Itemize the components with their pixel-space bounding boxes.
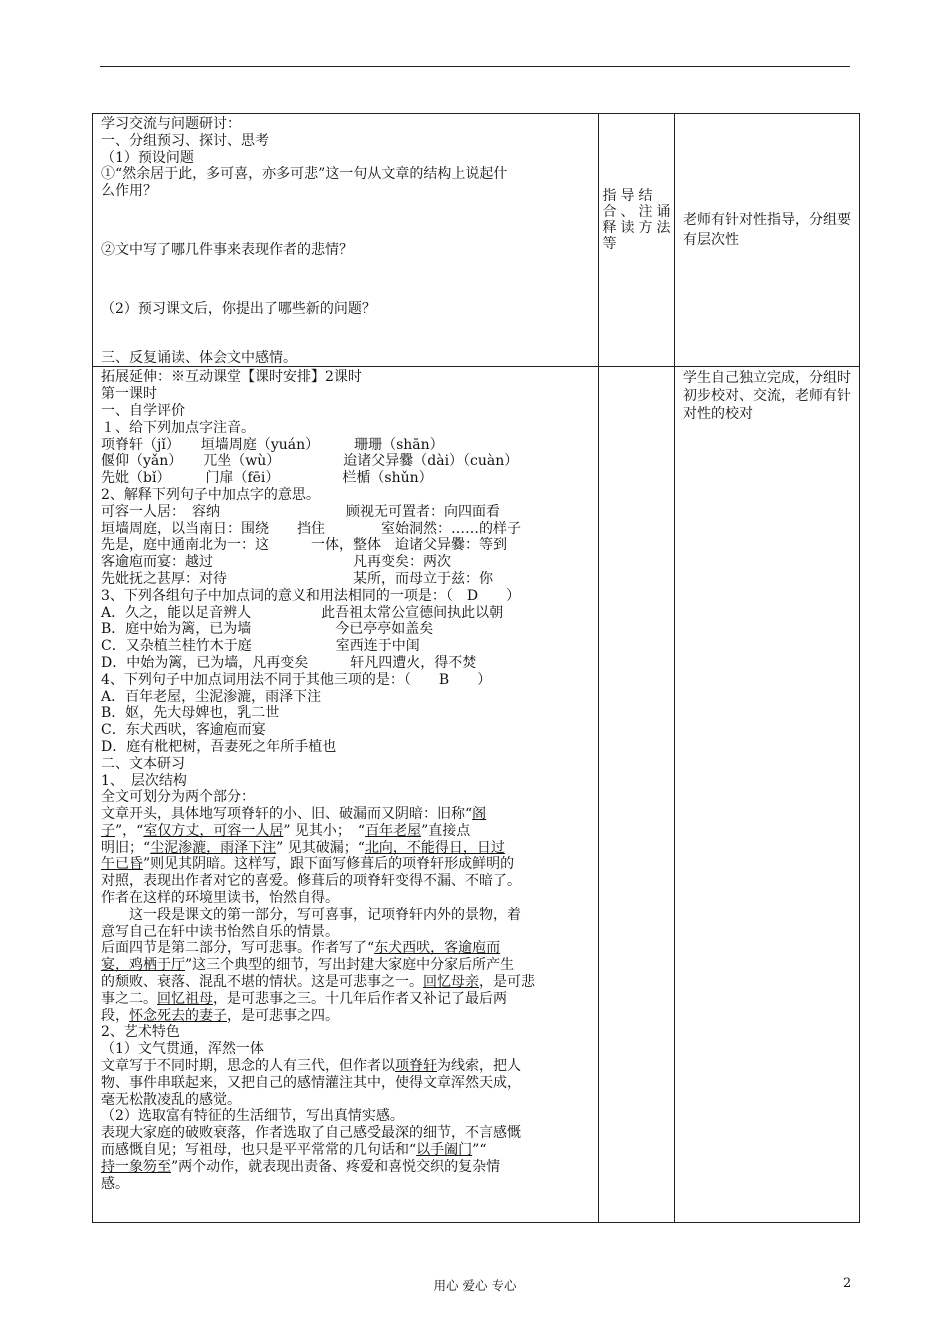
guide-method-cell <box>599 114 675 367</box>
text-line: 子”，“室仅方丈，可容一人居” 见其小； “百年老屋”直接点 <box>101 822 471 839</box>
text-line: 而感慨自见；写祖母，也只是平平常常的几句话和“以手阖门”“ <box>101 1142 487 1159</box>
lesson-table <box>92 113 860 1223</box>
text-line: D．庭有枇杷树，吾妻死之年所手植也 <box>101 738 337 755</box>
text-line: 2、解释下列句子中加点字的意思。 <box>101 486 320 503</box>
text-line: 作者在这样的环境里读书，怡然自得。 <box>101 890 339 907</box>
text-line: 先妣（bǐ） 门扉（fēi） 栏楯（shǔn） <box>101 470 433 487</box>
text-line: D．中始为篱，已为墙，凡再变矣 轩凡四遭火，得不焚 <box>101 654 477 671</box>
student-note: 学生自己独立完成，分组时初步校对、交流，老师有针对性的校对 <box>683 370 851 423</box>
text-line: 毫无松散凌乱的感觉。 <box>101 1091 241 1108</box>
text-line: C．又杂植兰桂竹木于庭 室西连于中闺 <box>101 638 420 655</box>
text-line: 先是，庭中通南北为一：这 一体，整体 迨诸父异爨：等到 <box>101 537 507 554</box>
text-line: 持一象笏至”两个动作，就表现出责备、疼爱和喜悦交织的复杂情 <box>101 1158 501 1175</box>
text-line: 2、艺术特色 <box>101 1024 180 1041</box>
text-line: 一、自学评价 <box>101 402 185 419</box>
text-line: 段，怀念死去的妻子，是可悲事之四。 <box>101 1007 339 1024</box>
text-line: A．百年老屋，尘泥渗漉，雨泽下注 <box>101 688 322 705</box>
page-number: 2 <box>843 1276 852 1291</box>
text-line: 后面四节是第二部分，写可悲事。作者写了“东犬西吠，客逾庖而 <box>101 940 501 957</box>
text-line: 意写自己在轩中读书怡然自乐的情景。 <box>101 923 339 940</box>
teacher-note: 老师有针对性指导，分组要有层次性 <box>683 212 851 248</box>
student-note-cell <box>675 367 860 1223</box>
text-line: 3、下列各组句子中加点词的意义和用法相同的一项是：（ D ） <box>101 587 521 604</box>
question-2: ②文中写了哪几件事来表现作者的悲情？ <box>101 241 353 258</box>
text-line: B．妪，先大母婢也，乳二世 <box>101 705 280 722</box>
question-1: ①“然余居于此，多可喜，亦多可悲”这一句从文章的结构上说起什 <box>101 166 508 183</box>
text-line: 文章开头，具体地写项脊轩的小、旧、破漏而又阴暗：旧称“阁 <box>101 806 487 823</box>
text-line: 先妣抚之甚厚：对待 某所，而母立于兹：你 <box>101 570 493 587</box>
text-line: 物、事件串联起来，又把自己的感情灌注其中，使得文章浑然天成， <box>101 1074 521 1091</box>
text-line: C．东犬西吠，客逾庖而宴 <box>101 722 266 739</box>
text-line: 项脊轩（jǐ） 垣墙周庭（yuán） 珊珊（shān） <box>101 436 444 453</box>
table-row <box>93 367 860 1223</box>
text-line: 么作用？ <box>101 183 157 200</box>
text-line: 可容一人居： 容纳 顾视无可置者：向四面看 <box>101 503 500 520</box>
footer-motto: 用心 爱心 专心 <box>433 1278 517 1293</box>
text-line: 这一段是课文的第一部分，写可喜事，记项脊轩内外的景物，着 <box>101 906 521 923</box>
text-line: 客逾庖而宴：越过 凡再变矣：两次 <box>101 554 451 571</box>
study-exchange-cell <box>93 114 599 367</box>
extension-cell <box>93 367 599 1223</box>
text-line: １、给下列加点字注音。 <box>101 419 255 436</box>
text-line: 感。 <box>101 1175 129 1192</box>
text-line: 三、反复诵读、体会文中感情。 <box>101 349 297 366</box>
text-line: 偃仰（yǎn） 兀坐（wù） 迨诸父异爨（dài）（cuàn） <box>101 453 519 470</box>
question-new: （2）预习课文后，你提出了哪些新的问题？ <box>101 300 376 317</box>
text-line: 表现大家庭的破败衰落，作者选取了自己感受最深的细节，不言感慨 <box>101 1125 521 1142</box>
text-line: 明旧；“尘泥渗漉，雨泽下注” 见其破漏；“北向，不能得日，日过 <box>101 839 505 856</box>
text-line: 文章写于不同时期，思念的人有三代，但作者以项脊轩为线索，把人 <box>101 1058 521 1075</box>
text-line: 二、文本研习 <box>101 755 185 772</box>
text-line: A．久之，能以足音辨人 此吾祖太常公宣德间执此以朝 <box>101 604 504 621</box>
text-line: （2）选取富有特征的生活细节，写出真情实感。 <box>101 1108 404 1125</box>
text-line: 对照，表现出作者对它的喜爱。修葺后的项脊轩变得不漏、不暗了。 <box>101 873 521 890</box>
teacher-note-cell <box>675 114 860 367</box>
text-line: （1）文气贯通，浑然一体 <box>101 1041 264 1058</box>
empty-cell <box>599 367 675 1223</box>
text-line: 宴，鸡栖于厅”这三个典型的细节，写出封建大家庭中分家后所产生 <box>101 957 515 974</box>
table-row <box>93 114 860 367</box>
text-line: 的颓败、衰落、混乱不堪的情状。这是可悲事之一。回忆母亲，是可悲 <box>101 974 535 991</box>
text-line: 第一课时 <box>101 386 157 403</box>
text-line: （1）预设问题 <box>101 149 194 166</box>
section-heading: 学习交流与问题研讨： <box>101 116 241 132</box>
text-line: 1、 层次结构 <box>101 772 187 789</box>
text-line: B．庭中始为篱，已为墙 今已亭亭如盖矣 <box>101 621 434 638</box>
text-line: 全文可划分为两个部分： <box>101 789 255 806</box>
text-line: 午已昏”则见其阴暗。这样写，跟下面写修葺后的项脊轩形成鲜明的 <box>101 856 515 873</box>
header-rule <box>100 66 850 67</box>
text-line: 4、下列句子中加点词用法不同于其他三项的是：（ B ） <box>101 671 492 688</box>
text-line: 一、分组预习、探讨、思考 <box>101 132 269 149</box>
text-line: 拓展延伸：※互动课堂【课时安排】2课时 <box>101 369 362 386</box>
text-line: 事之二。回忆祖母，是可悲事之三。十几年后作者又补记了最后两 <box>101 990 507 1007</box>
text-line: 垣墙周庭，以当南日：围绕 挡住 室始洞然：……的样子 <box>101 520 521 537</box>
guide-method-vertical: 指 合 释 等 导 、 读 结 注 方 诵 法 <box>602 188 671 252</box>
